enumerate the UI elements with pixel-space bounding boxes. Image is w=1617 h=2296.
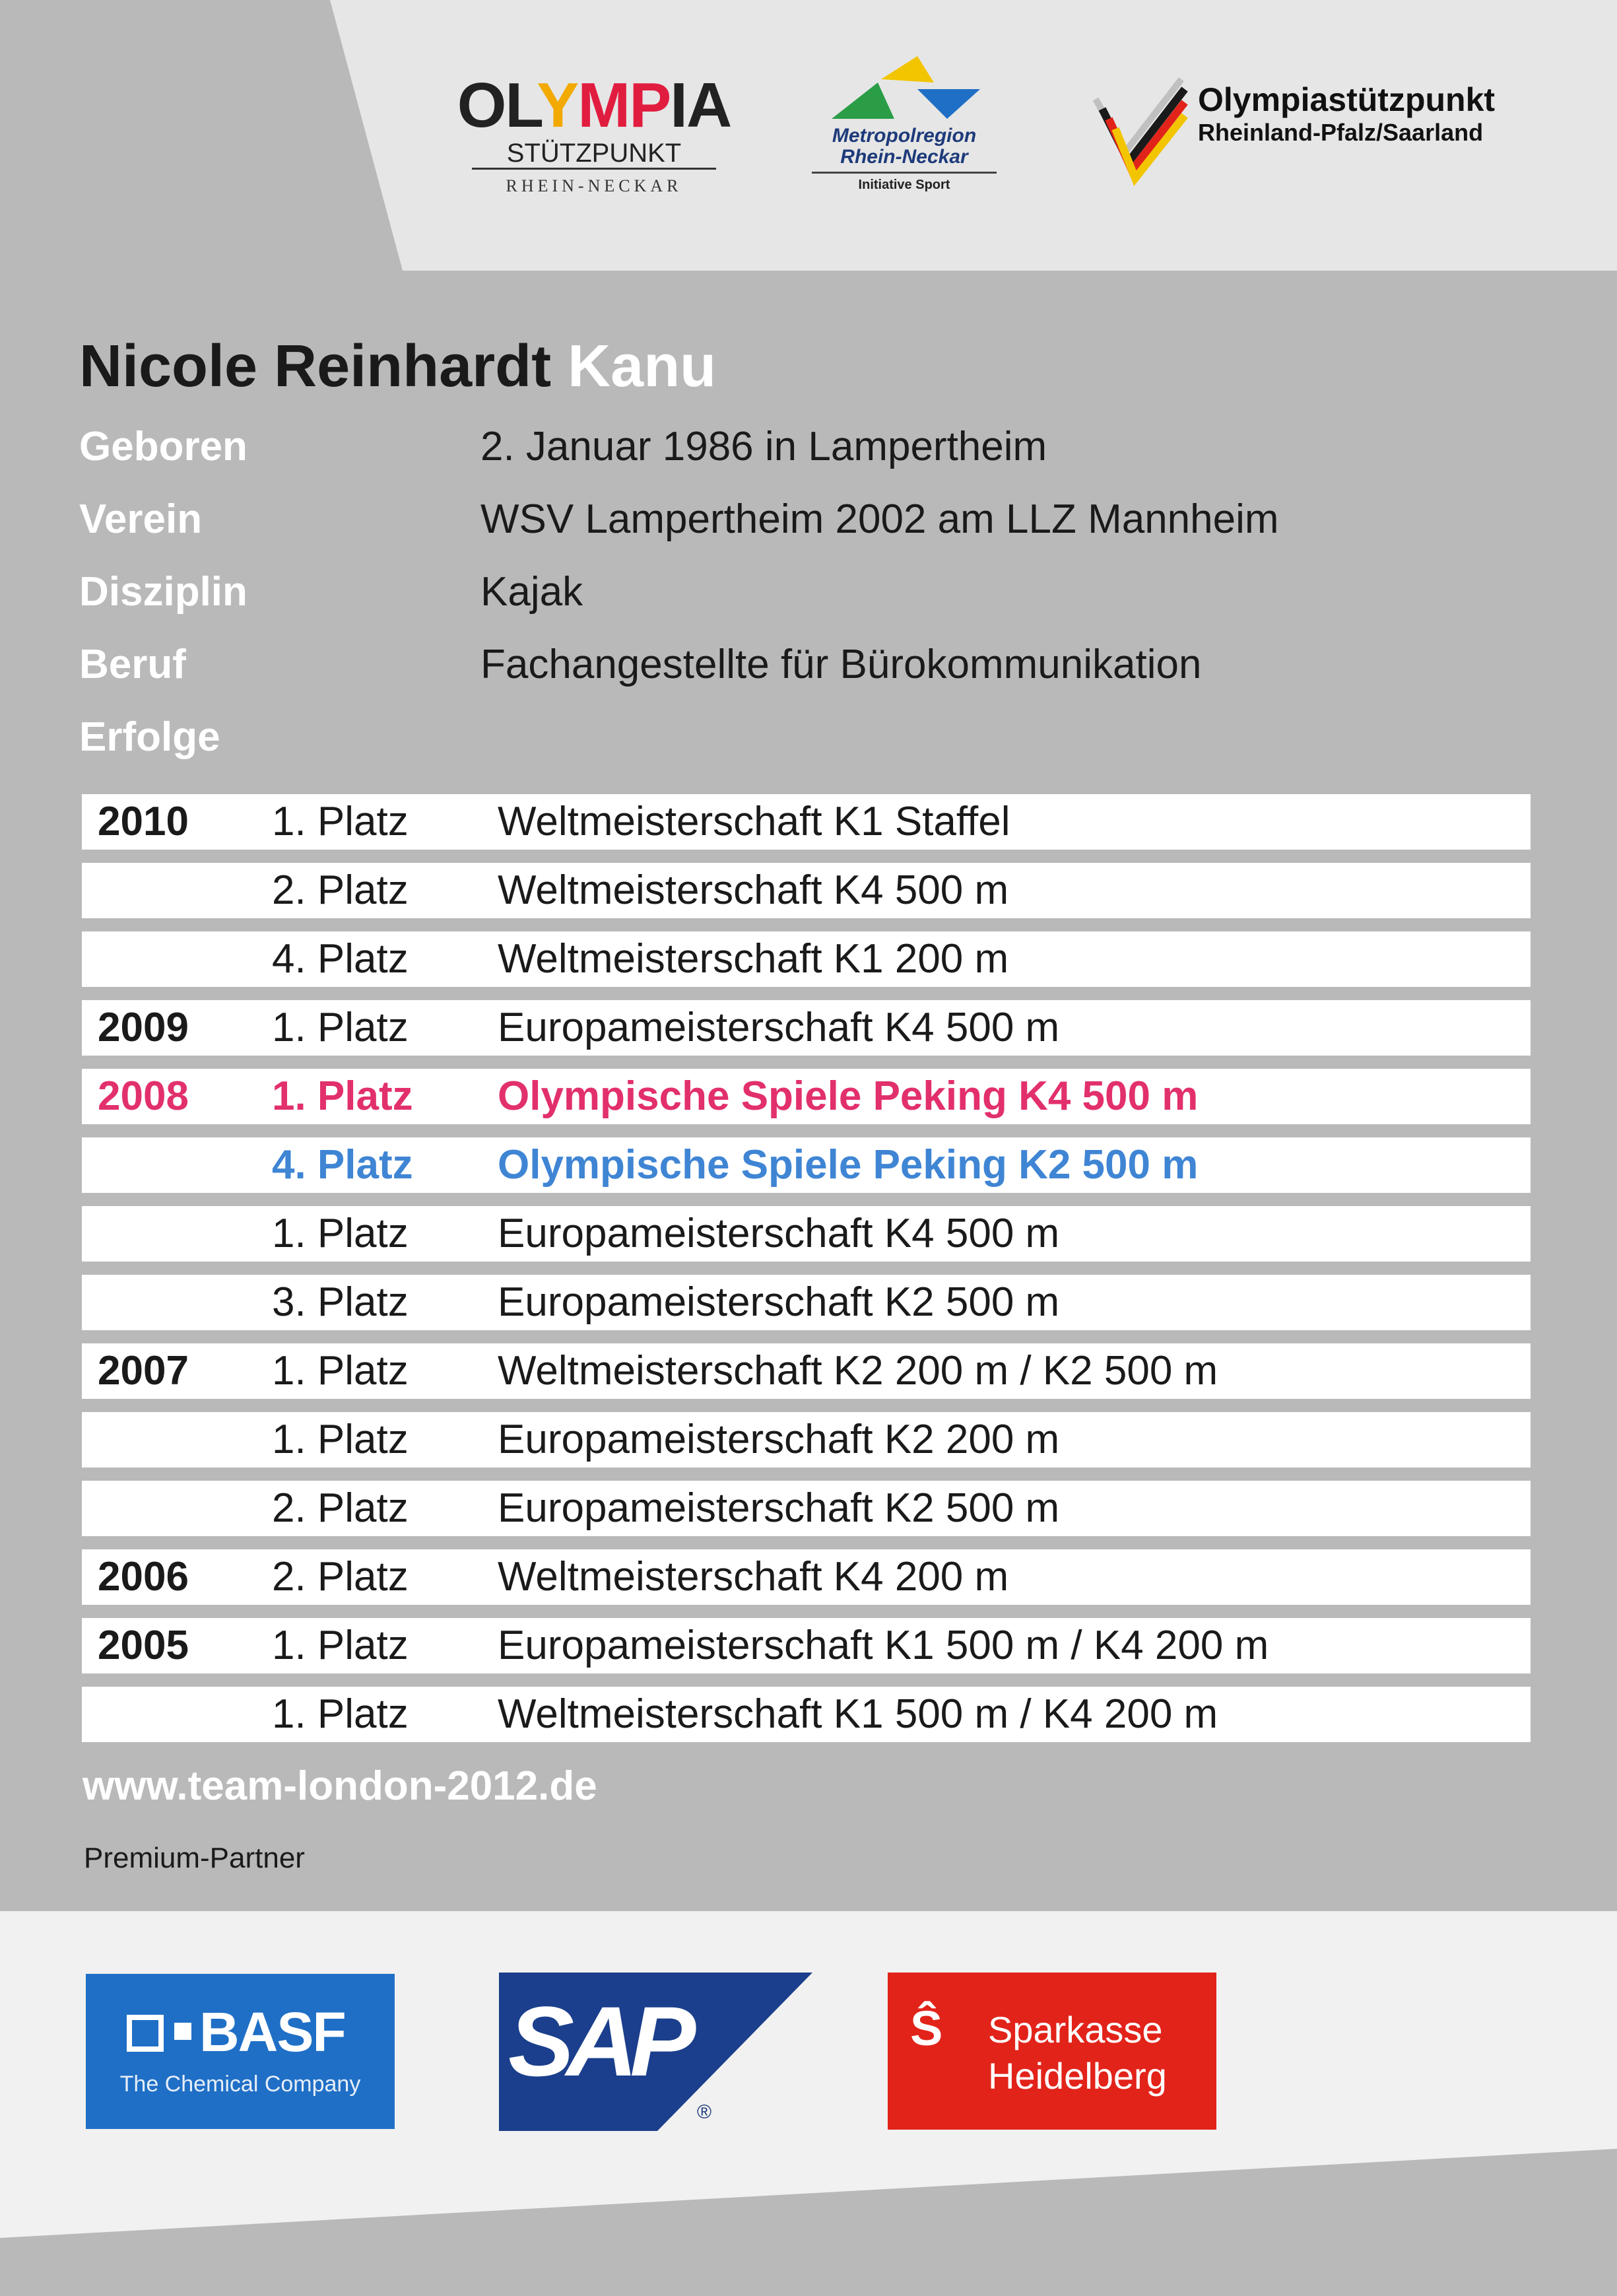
result-row [82, 1275, 1531, 1330]
basf-wordmark: BASF [199, 2001, 345, 2063]
athlete-title [79, 330, 716, 403]
info-value-club: WSV Lampertheim 2002 am LLZ Mannheim [480, 496, 1279, 542]
result-event: Weltmeisterschaft K2 200 m / K2 500 m [498, 1348, 1218, 1394]
metropolregion-line1: Metropolregion [832, 125, 977, 147]
result-event: Weltmeisterschaft K4 200 m [498, 1554, 1009, 1600]
result-event: Europameisterschaft K2 500 m [498, 1279, 1060, 1325]
german-flag-checkmark-icon [1089, 73, 1188, 191]
result-row [82, 1137, 1531, 1193]
premium-partner-label: Premium-Partner [84, 1842, 305, 1874]
result-event: Weltmeisterschaft K1 200 m [498, 936, 1009, 982]
result-year: 2005 [98, 1623, 189, 1668]
result-row [82, 931, 1531, 987]
athlete-sport: Kanu [568, 333, 717, 399]
result-event: Weltmeisterschaft K4 500 m [498, 867, 1009, 913]
result-event: Europameisterschaft K2 500 m [498, 1485, 1060, 1531]
result-event: Europameisterschaft K4 500 m [498, 1211, 1060, 1256]
info-label-club: Verein [79, 496, 203, 542]
result-event: Olympische Spiele Peking K4 500 m [498, 1073, 1199, 1119]
result-place: 1. Platz [272, 1691, 409, 1737]
basf-dot-icon [174, 2023, 191, 2040]
olympiastuetzpunkt-rhein-neckar-logo [455, 70, 733, 205]
result-event: Olympische Spiele Peking K2 500 m [498, 1142, 1199, 1188]
result-place: 2. Platz [272, 1485, 409, 1531]
info-value-born: 2. Januar 1986 in Lampertheim [480, 424, 1047, 469]
result-row [82, 1069, 1531, 1124]
result-place: 1. Platz [272, 1073, 413, 1119]
result-place: 3. Platz [272, 1279, 409, 1325]
result-place: 4. Platz [272, 936, 409, 982]
sparkasse-logo [888, 1973, 1216, 2130]
result-place: 1. Platz [272, 1623, 409, 1668]
sparkasse-s-icon: Ŝ [910, 2001, 943, 2056]
sparkasse-line1: Sparkasse [988, 2009, 1163, 2050]
result-event: Weltmeisterschaft K1 Staffel [498, 799, 1010, 844]
result-row [82, 1206, 1531, 1262]
info-label-discipline: Disziplin [79, 569, 248, 615]
olympia-logo-line3: RHEIN-NECKAR [506, 176, 682, 195]
osp-logo-line2: Rheinland-Pfalz/Saarland [1198, 119, 1484, 146]
metropolregion-line3: Initiative Sport [812, 172, 997, 193]
basf-square-icon [127, 2015, 164, 2052]
basf-tagline: The Chemical Company [119, 2072, 361, 2097]
info-value-profession: Fachangestellte für Bürokommunikation [480, 642, 1202, 687]
result-row [82, 863, 1531, 918]
sap-logo [499, 1973, 816, 2134]
result-event: Europameisterschaft K4 500 m [498, 1005, 1060, 1050]
result-year: 2008 [98, 1073, 189, 1119]
result-row [82, 1412, 1531, 1468]
metropolregion-line2: Rhein-Neckar [840, 146, 968, 168]
result-place: 4. Platz [272, 1142, 413, 1188]
result-place: 1. Platz [272, 1348, 409, 1394]
result-place: 1. Platz [272, 1005, 409, 1050]
info-label-profession: Beruf [79, 642, 186, 687]
website-link[interactable]: www.team-london-2012.de [82, 1763, 597, 1809]
result-place: 1. Platz [272, 799, 409, 844]
olympiastuetzpunkt-rlp-saarland-logo [1089, 73, 1551, 191]
sparkasse-line2: Heidelberg [988, 2055, 1167, 2097]
result-place: 1. Platz [272, 1211, 409, 1256]
result-row [82, 794, 1531, 850]
result-year: 2009 [98, 1005, 189, 1050]
result-row [82, 1343, 1531, 1399]
result-event: Weltmeisterschaft K1 500 m / K4 200 m [498, 1691, 1218, 1737]
osp-logo-line1: Olympiastützpunkt [1198, 81, 1496, 118]
result-row [82, 1549, 1531, 1605]
olympia-logo-line2: STÜTZPUNKT [472, 139, 716, 170]
result-row [82, 1687, 1531, 1742]
sap-registered-mark: ® [697, 2101, 712, 2123]
result-row [82, 1481, 1531, 1536]
result-place: 2. Platz [272, 867, 409, 913]
result-place: 1. Platz [272, 1417, 409, 1462]
result-row [82, 1618, 1531, 1673]
result-place: 2. Platz [272, 1554, 409, 1600]
metropolregion-logo [799, 53, 1010, 211]
result-row [82, 1000, 1531, 1056]
metropolregion-triangle-icon [818, 53, 990, 125]
athlete-name: Nicole Reinhardt [79, 333, 552, 399]
result-year: 2010 [98, 799, 189, 844]
result-event: Europameisterschaft K2 200 m [498, 1417, 1060, 1462]
result-year: 2006 [98, 1554, 189, 1600]
result-year: 2007 [98, 1348, 189, 1394]
basf-logo [86, 1974, 395, 2129]
olympia-wordmark: OLYMPIA [457, 70, 731, 141]
result-event: Europameisterschaft K1 500 m / K4 200 m [498, 1623, 1269, 1668]
info-value-discipline: Kajak [480, 569, 583, 615]
sap-wordmark: SAP [508, 1986, 688, 2097]
info-label-born: Geboren [79, 424, 248, 469]
info-label-achievements: Erfolge [79, 714, 220, 760]
